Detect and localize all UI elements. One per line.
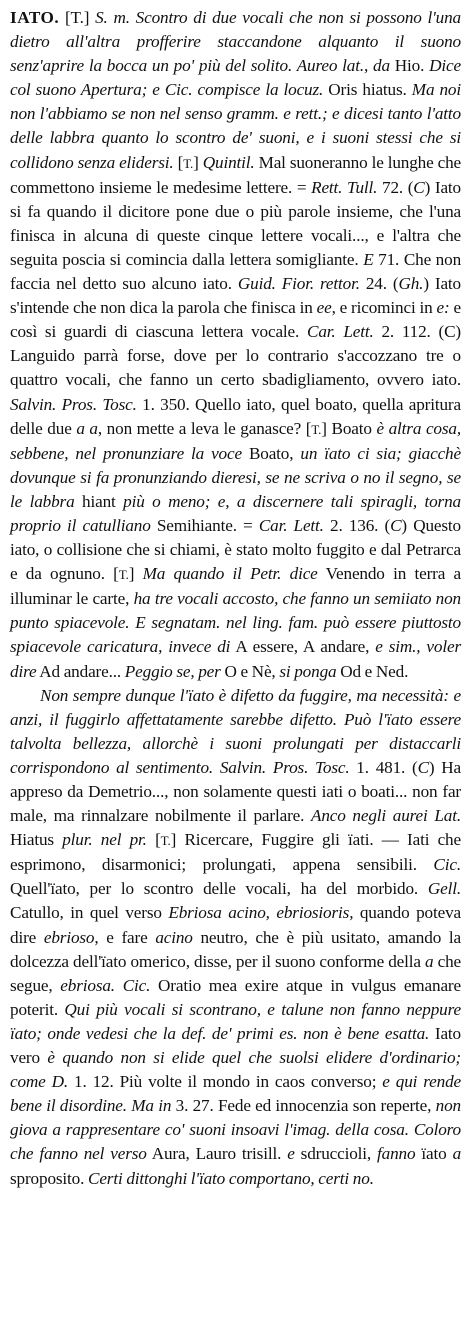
text-run: ïato — [415, 1144, 453, 1164]
italic-run: ebriosa. Cic. — [60, 975, 151, 995]
italic-run: da — [373, 56, 390, 76]
text-run: sdruccioli, — [294, 1144, 378, 1164]
italic-run: Quintil. — [202, 152, 255, 172]
text-run: Od e Ned. — [336, 661, 409, 681]
text-run: quando poteva dire — [10, 903, 461, 947]
small-caps-tag: T. — [160, 833, 171, 849]
italic-run: Ma quando il Petr. dice — [142, 564, 318, 584]
entry-headword: IATO. — [10, 8, 60, 27]
text-run: ] — [128, 564, 143, 584]
italic-run: non giova a rappresentare co' suoni insoavi l'imag. della cosa. Coloro che fanno nel verso — [10, 1096, 462, 1164]
text-run: 2. 136. ( — [323, 515, 391, 535]
text-run: ] Ricercare, Fuggire gli ïati. — Iati che esprimono, disarmonici; prolungati, appena sensibili. — [10, 830, 461, 875]
text-run: [T.] — [59, 8, 96, 27]
text-run: 24. ( — [359, 274, 399, 294]
text-run: hiant — [74, 491, 124, 511]
italic-run: S. m. Scontro di due vocali che non si possono l'una dietro all'altra profferire staccandone alquanto il suono senz'aprire la bocca un po' più del solito. Aureo lat. — [10, 8, 461, 76]
italic-run: Gell. — [427, 879, 461, 899]
text-run: , non mette a leva le ganasce? [ — [97, 418, 312, 438]
italic-run: C — [417, 757, 429, 777]
italic-run: Guid. Fior. rettor. — [237, 274, 360, 294]
italic-run: Anco negli aurei Lat. — [311, 806, 461, 826]
small-caps-tag: T. — [311, 421, 322, 437]
text-run: Hiatus — [10, 830, 63, 850]
italic-run: a — [425, 951, 434, 971]
italic-run: ebrioso — [43, 927, 95, 947]
italic-run: Ma noi non l'abbiamo se non nel senso gramm. e rett.; e dicesi tanto l'atto delle labbra quanto lo scontro de' suoni, e i suoni stessi che si collidono senza elidersi. — [10, 80, 461, 172]
italic-run: C — [390, 515, 402, 535]
italic-run: Car. Lett. — [258, 515, 324, 535]
text-run: A essere, A andare, — [230, 637, 376, 657]
italic-run: ee — [316, 298, 332, 318]
italic-run: ha tre vocali accosto, che fanno un semiiato non punto spiacevole. E segnatam. nel ling. fam. può essere piuttosto spiacevole caricatura, invece di — [10, 589, 462, 657]
text-run: 1. 350. Quello iato, quel boato, quella apritura delle due — [10, 394, 461, 438]
text-run: Mal suoneranno le lunghe che commettono insieme le medesime lettere. = — [10, 152, 462, 197]
italic-run: Non sempre dunque l'ïato è difetto da fuggire, ma necessità: e anzi, il fuggirlo affettatamente sarebbe difetto. Può l'ïato essere talvolta bellezza, allorchè i suoni prolungati per distaccarli corrispondono al sentimento. Salvin. Pros. Tosc. — [10, 685, 461, 777]
italic-run: fanno — [377, 1144, 416, 1164]
text-run: Oratio mea exire atque in vulgus emanare poterit. — [10, 975, 461, 1019]
text-run: ) Ha appreso da Demetrio..., non solamente questi iati o boati... non far male, ma rinnalzare nobilmente il parlare. — [10, 757, 462, 826]
text-run: 1. 481. ( — [349, 757, 418, 777]
text-run: Quell'ïato, per lo scontro delle vocali, ha del morbido. — [10, 879, 428, 899]
text-run: 3. 27. Fede ed innocenzia son reperte, — [171, 1096, 436, 1116]
italic-run: e qui rende bene il disordine. Ma in — [10, 1072, 461, 1116]
text-run: , e ricominci in — [331, 298, 437, 318]
text-run: ) Iato si fa quando il dicitore pone due o più parole insieme, che l'una finisca in alcuna di queste cinque lettere vocali..., e l'altra che seguita poscia si comincia dalla lettera somigliante. — [10, 177, 462, 269]
text-run: Semihiante. = — [150, 515, 259, 535]
text-run: ] — [193, 152, 203, 172]
text-run: 1. 12. Più volte il mondo in caos converso; — [68, 1072, 383, 1092]
text-run: Iato vero — [10, 1023, 461, 1068]
italic-run: Certi dittonghi l'ïato comportano, certi no. — [88, 1168, 374, 1188]
text-run: 71. Che non faccia nel detto suo alcuno iato. — [10, 249, 462, 294]
text-run: Aura, Lauro trisill. — [146, 1144, 288, 1164]
text-run: Venendo in terra a illuminar le carte, — [10, 564, 461, 609]
small-caps-tag: T. — [118, 567, 129, 583]
italic-run: Salvin. Pros. Tosc. — [10, 394, 137, 414]
italic-run: acino — [155, 927, 193, 947]
text-run: [ — [173, 152, 184, 172]
italic-run: Cic. — [433, 855, 461, 875]
italic-run: E — [363, 249, 374, 269]
italic-run: è altra cosa, sebbene, nel pronunziare la voce — [10, 418, 461, 463]
text-run: e così si guardi di ciascuna lettera vocale. — [10, 298, 461, 342]
text-run: ] Boato — [321, 418, 377, 438]
italic-run: a — [452, 1144, 462, 1164]
text-run: sproposito. — [10, 1168, 89, 1188]
text-run: Oris hiatus. — [323, 80, 412, 100]
italic-run: Qui più vocali si scontrano, e talune non fanno neppure ïato; onde vedesi che la def. de' primi es. non è bene esatta. — [10, 999, 461, 1043]
text-run: O e Nè, — [220, 661, 280, 681]
text-run: 2. 112. (C) Languido parrà forse, dove per lo contrario s'accozzano tre o quattro vocali, che fanno un certo sbadigliamento, ovvero iato. — [10, 322, 461, 390]
italic-run: e sim., voler dire — [10, 637, 461, 681]
text-run: 72. ( — [377, 177, 414, 197]
entry-usage-paragraph — [10, 684, 461, 1191]
small-caps-tag: T. — [183, 155, 194, 171]
italic-run: è quando non si elide quel che suolsi elidere d'ordinario; come D. — [10, 1048, 462, 1092]
text-run: Catullo, in quel verso — [10, 903, 169, 923]
italic-run: Rett. Tull. — [311, 177, 378, 197]
italic-run: più o meno; e, a discernere tali spiragli, torna proprio il catulliano — [10, 491, 461, 535]
text-run: Hio. — [389, 56, 430, 76]
text-run: neutro, che è più usitato, amando la dolcezza dell'ïato omerico, disse, per il suono conforme della — [10, 927, 461, 971]
italic-run: plur. nel pr. — [62, 830, 147, 850]
italic-run: C — [413, 177, 425, 197]
italic-run: Car. Lett. — [307, 322, 374, 342]
text-run: , e fare — [94, 927, 156, 947]
italic-run: e: — [436, 298, 450, 318]
italic-run: Gh. — [398, 274, 424, 294]
italic-run: Peggio se, per — [124, 661, 221, 681]
text-run: [ — [146, 830, 161, 850]
italic-run: Dice col suono Apertura; e Cic. compisce la locuz. — [10, 56, 461, 100]
italic-run: si ponga — [279, 661, 337, 681]
entry-definition-paragraph — [10, 6, 461, 684]
text-run: , — [364, 56, 374, 76]
text-run: ) Iato s'intende che non dica la parola che finisca in — [10, 274, 461, 318]
text-run: ) Questo iato, o collisione che si chiami, è stato molto fuggito e dal Petrarca e da ognuno. [ — [10, 515, 461, 584]
italic-run: un ïato ci sia; giacchè dovunque si fa pronunziando dieresi, se ne scriva o no il segno, se le labbra — [10, 443, 461, 511]
italic-run: Ebriosa acino, ebriosioris, — [168, 903, 354, 923]
text-run: che segue, — [10, 951, 461, 995]
italic-run: e — [287, 1144, 295, 1164]
text-run: Boato, — [241, 443, 301, 463]
italic-run: a a — [76, 418, 98, 438]
text-run: Ad andare... — [36, 661, 125, 681]
dictionary-entry-iato — [10, 6, 461, 1191]
